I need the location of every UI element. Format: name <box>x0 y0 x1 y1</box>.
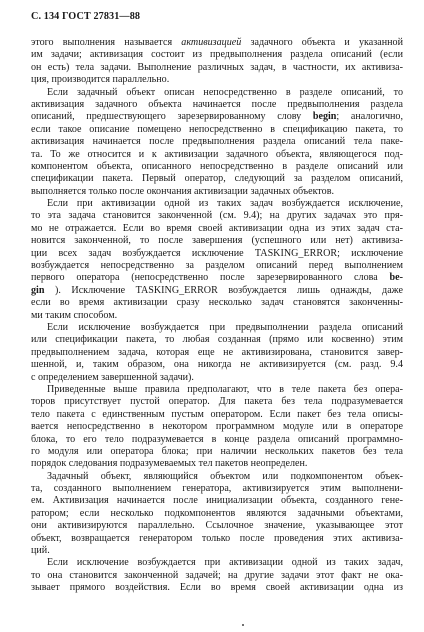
text-line: мо не отражается. Если во время своей активизации одна из этих задач ста- <box>31 222 403 234</box>
text-line: Если исключение возбуждается при предвыполнении раздела описаний <box>47 321 403 333</box>
paragraph <box>31 322 403 384</box>
text-line: первого оператора (непосредственно после зарезервированного слова be- <box>31 272 403 284</box>
text-line: Если задачный объект описан непосредственно в разделе описаний, то <box>47 86 403 98</box>
text-line: активизация задачного объекта начинается после предвыполнения раздела <box>31 98 403 110</box>
text-line: они активизируются параллельно. Ссылочное значение, указывающее этот <box>31 520 403 532</box>
paragraph <box>31 198 403 322</box>
text-line: описаний, предшествующего зарезервированному слову begin; аналогично, <box>31 111 403 123</box>
text-line: Задачный объект, являющийся объектом или подкомпонентом объек- <box>47 470 403 482</box>
paragraph <box>31 471 403 558</box>
page-speck <box>242 624 244 626</box>
body-text <box>31 37 403 595</box>
text-line: ратором; если несколько подкомпонентов являются задачными объектами, <box>31 507 403 519</box>
text-line: ем. Активизация начинается после инициализации объекта, созданного гене- <box>31 495 403 507</box>
text-line: новится законченной, то после завершения (успешного или нет) активиза- <box>31 235 403 247</box>
text-line: ции всех задач возбуждается исключение TASKING_ERROR; исключение <box>31 247 403 259</box>
text-line: торов присутствует пустой оператор. Для пакета без тела подразумевается <box>31 396 403 408</box>
text-line: предвыполнением задача, которая еще не активизирована, становится завер- <box>31 346 403 358</box>
text-line: блока, то его тело подразумевается в конце раздела описаний программно- <box>31 433 403 445</box>
text-line: или спецификации пакета, то любая созданная (прямо или косвенно) этим <box>31 334 403 346</box>
text-line: ми таким способом. <box>31 309 118 321</box>
text-line: возбуждается непосредственно за разделом описаний перед выполнением <box>31 260 403 272</box>
paragraph <box>31 37 403 87</box>
text-line: то она становится законченной задачей; на другие задачи этот факт не ока- <box>31 569 403 581</box>
text-line: вается непосредственно в некотором программном модуле или в операторе <box>31 421 403 433</box>
text-line: gin ). Исключение TASKING_ERROR возбуждается лишь однажды, даже <box>31 284 403 296</box>
text-line: выполняется только после окончания активизации задачных объектов. <box>31 185 334 197</box>
paragraph <box>31 557 403 594</box>
text-line: порядок следования подразумеваемых тел пакетов неопределен. <box>31 458 308 470</box>
text-line: ций. <box>31 545 50 557</box>
text-line: то эта задача становится законченной (см. 9.4); на других задачах это пря- <box>31 210 403 222</box>
text-line: если во время активизации сразу несколько задач становятся законченны- <box>31 297 403 309</box>
text-line: объект, возвращается генератором только после проведения этих активиза- <box>31 532 403 544</box>
text-line: активизация начинается после предвыполнения раздела описаний тела паке- <box>31 136 403 148</box>
text-line: та, созданного выполнением генератора, активизируется этим выполнени- <box>31 483 403 495</box>
text-line: Приведенные выше правила предполагают, что в теле пакета без опера- <box>47 383 403 395</box>
text-line: он есть) тела задачи. Выполнение различных задач, в частности, их активиза- <box>31 61 403 73</box>
text-line: Если исключение возбуждается при активизации одной из таких задач, <box>47 557 403 569</box>
text-line: зывает прямого воздействия. Если во время своей активизации одна из <box>31 582 403 594</box>
text-line: этого выполнения называется активизацией задачного объекта и указанной <box>31 37 403 48</box>
paragraph <box>31 87 403 199</box>
running-head: С. 134 ГОСТ 27831—88 <box>31 11 141 22</box>
text-line: та. То же относится и к активизации задачного объекта, являющегося под- <box>31 148 403 160</box>
text-line: с определением завершенной задачи). <box>31 371 194 383</box>
text-line: го модуля или оператора блока; при наличии нескольких пакетов без тела <box>31 445 403 457</box>
text-line: Если при активизации одной из таких задач возбуждается исключение, <box>47 198 403 210</box>
paragraph <box>31 384 403 471</box>
text-line: компонентом объекта, описанного непосредственно в разделе описаний или <box>31 160 403 172</box>
text-line: если такое описание помещено непосредственно в спецификацию пакета, то <box>31 123 403 135</box>
text-line: спецификации пакета. Первый оператор, следующий за разделом описаний, <box>31 173 403 185</box>
text-line: ция, производится параллельно. <box>31 74 170 86</box>
text-line: им задачи; активизация состоит из предвыполнения раздела описаний (если <box>31 49 403 61</box>
text-line: шенной, и, таким образом, она никогда не активизируется (см. разд. 9.4 <box>31 359 403 371</box>
text-line: тело пакета с единственным пустым оператором. Если пакет без тела описы- <box>31 408 403 420</box>
